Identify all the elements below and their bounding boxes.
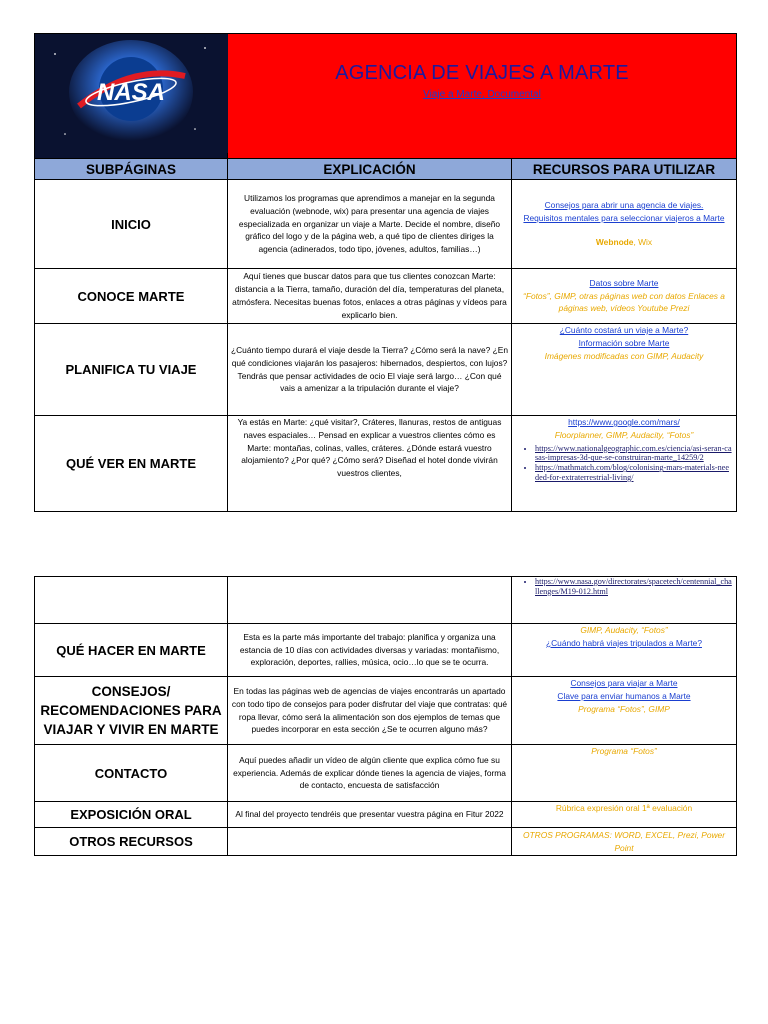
- resource-link[interactable]: Consejos para viajar a Marte: [570, 678, 678, 688]
- table-row: [35, 324, 737, 416]
- explanation-text: En todas las páginas web de agencias de viajes encontrarás un apartado con todo tipo de consejos para poder disfrutar del viaje que contratas: qué ropa llevar, cómo será la alimentación son dos ejemplos de temas que puedes incorporar en esta sección ¿Se te ocurren alguno más?: [228, 677, 512, 745]
- table-row: [35, 180, 737, 269]
- nasa-logo-icon: [35, 34, 228, 153]
- resource-tools: GIMP, Audacity, “Fotos”: [580, 625, 668, 635]
- main-table: [34, 33, 737, 512]
- explanation-text: ¿Cuánto tiempo durará el viaje desde la Tierra? ¿Cómo será la nave? ¿En qué condiciones viajarán los pasajeros: hibernados, despiertos, con lujos? Tendrás que pensar actividades de ocio El viaje será largo… ¿Con qué vais a amenizar a la tripulación durante el viaje?: [228, 324, 512, 416]
- column-header-row: [35, 159, 737, 180]
- subpage-name: PLANIFICA TU VIAJE: [35, 324, 228, 416]
- resources-cell: [512, 577, 737, 624]
- col-header-subpaginas: SUBPÁGINAS: [35, 159, 228, 180]
- explanation-text: [228, 828, 512, 856]
- resource-link[interactable]: ¿Cuándo habrá viajes tripulados a Marte?: [546, 637, 702, 648]
- table-row: [35, 828, 737, 856]
- continuation-table: [34, 576, 737, 856]
- subpage-name: QUÉ HACER EN MARTE: [35, 624, 228, 677]
- resource-bullet-link[interactable]: • https://mathmatch.com/blog/colonising-mars-materials-needed-for-extraterrestrial-living/: [535, 463, 733, 483]
- table-row: [35, 745, 737, 802]
- subpage-name: OTROS RECURSOS: [35, 828, 228, 856]
- resource-link[interactable]: https://www.google.com/mars/: [568, 417, 680, 427]
- table-row: [35, 577, 737, 624]
- resources-cell: [512, 416, 737, 512]
- resource-link[interactable]: Información sobre Marte: [578, 337, 670, 348]
- col-header-explicacion: EXPLICACIÓN: [228, 159, 512, 180]
- resource-link[interactable]: Clave para enviar humanos a Marte: [557, 690, 691, 701]
- resource-bullet-link[interactable]: • https://www.nationalgeographic.com.es/ciencia/asi-seran-casas-impresas-3d-que-se-construiran-marte_14259/2: [535, 444, 733, 464]
- resource-link[interactable]: Datos sobre Marte: [589, 277, 659, 288]
- explanation-text: Aquí tienes que buscar datos para que tus clientes conozcan Marte: distancia a la Tierra, tamaño, duración del día, temperaturas del planeta, atmósfera. Necesitas buenas fotos, enlaces a otras páginas y vídeos para explicarlo bien.: [228, 269, 512, 324]
- resource-tools: Floorplanner, GIMP, Audacity, “Fotos”: [554, 429, 694, 440]
- resources-cell: [512, 745, 737, 802]
- resource-tools: Programa “Fotos”, GIMP: [578, 703, 670, 714]
- page-title: AGENCIA DE VIAJES A MARTE: [335, 62, 629, 84]
- resource-bullet-list: [515, 444, 733, 483]
- resource-tools: OTROS PROGRAMAS: WORD, EXCEL, Prezi, Power Point: [523, 829, 725, 853]
- explanation-text: Ya estás en Marte: ¿qué visitar?, Cráteres, llanuras, restos de antiguas naves espaciales… Pensad en explicar a vuestros clientes cómo es Marte: montañas, colinas, valles, cráteres. ¿Dónde estará vuestro alojamiento? ¿Por qué? ¿Cómo será? Diseñad el hotel donde vivirán vuestros clientes,: [228, 416, 512, 512]
- resource-link[interactable]: ¿Cuánto costará un viaje a Marte?: [559, 325, 689, 335]
- subpage-name: CONTACTO: [35, 745, 228, 802]
- resources-cell: [512, 677, 737, 745]
- explanation-text: [228, 577, 512, 624]
- table-row: [35, 624, 737, 677]
- table-row: [35, 416, 737, 512]
- resources-cell: [512, 324, 737, 416]
- subpage-name: CONOCE MARTE: [35, 269, 228, 324]
- subpage-name: [35, 577, 228, 624]
- explanation-text: Al final del proyecto tendréis que presentar vuestra página en Fitur 2022: [228, 802, 512, 828]
- svg-text:NASA: NASA: [96, 79, 166, 106]
- tools-text: Webnode, Wix: [595, 237, 653, 248]
- resources-cell: [512, 180, 737, 269]
- resource-tools: Imágenes modificadas con GIMP, Audacity: [544, 350, 704, 361]
- table-row: [35, 269, 737, 324]
- resource-tools: “Fotos”, GIMP, otras páginas web con datos Enlaces a páginas web, vídeos Youtube Prezi: [523, 290, 725, 314]
- resources-cell: [512, 802, 737, 828]
- table-row: [35, 677, 737, 745]
- table-row: [35, 802, 737, 828]
- documentary-link[interactable]: Viaje a Marte, Documental: [423, 89, 541, 100]
- explanation-text: Esta es la parte más importante del trabajo: planifica y organiza una estancia de 10 días con actividades diversas y variadas: montañismo, exploración, deportes, rallies, música, ocio…lo que se te ocurra.: [228, 624, 512, 677]
- resource-link[interactable]: Consejos para abrir una agencia de viajes.: [544, 199, 704, 210]
- resource-bullet-link[interactable]: • https://www.nasa.gov/directorates/spacetech/centennial_challenges/M19-012.html: [535, 577, 733, 597]
- resources-cell: [512, 828, 737, 856]
- resource-bullet-list: [515, 577, 733, 597]
- resources-cell: [512, 269, 737, 324]
- subpage-name: CONSEJOS/ RECOMENDACIONES PARA VIAJAR Y VIVIR EN MARTE: [35, 677, 228, 745]
- explanation-text: Aquí puedes añadir un vídeo de algún cliente que explica cómo fue su experiencia. Además de explicar dónde tienes la agencia de viajes, forma de contacto, encuesta de satisfacción: [228, 745, 512, 802]
- title-banner: [228, 34, 737, 159]
- explanation-text: Utilizamos los programas que aprendimos a manejar en la segunda evaluación (webnode, wix) para presentar una agencia de viajes especializada en organizar un viaje a Marte. Decide el nombre, diseño gráfico del logo y de la página web, a qué tipo de clientes diriges la agencia (adinerados, todo tipo, jóvenes, adultos, familias…): [228, 180, 512, 269]
- col-header-recursos: RECURSOS PARA UTILIZAR: [512, 159, 737, 180]
- nasa-logo: [35, 34, 228, 159]
- resources-cell: [512, 624, 737, 677]
- subpage-name: EXPOSICIÓN ORAL: [35, 802, 228, 828]
- subpage-name: QUÉ VER EN MARTE: [35, 416, 228, 512]
- resource-tools: Programa “Fotos”: [591, 746, 657, 756]
- resource-tools: Rúbrica expresión oral 1ª evaluación: [555, 803, 693, 813]
- subpage-name: INICIO: [35, 180, 228, 269]
- resource-link[interactable]: Requisitos mentales para seleccionar viajeros a Marte: [523, 212, 725, 223]
